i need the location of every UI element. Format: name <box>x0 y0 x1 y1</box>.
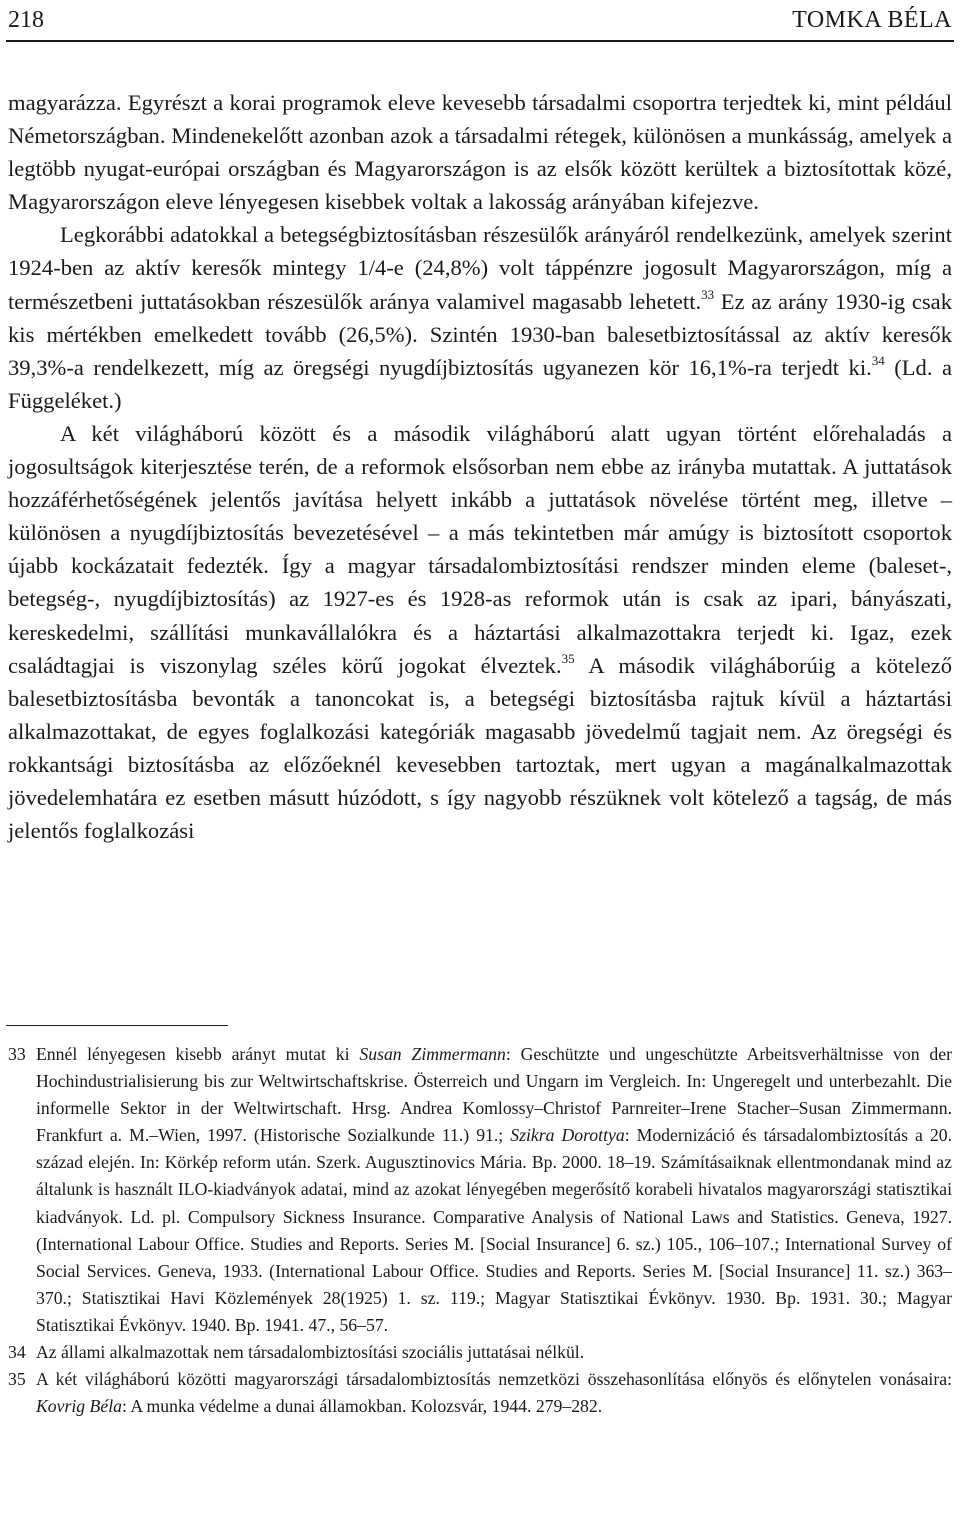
paragraph-1-text: magyarázza. Egyrészt a korai programok eleve kevesebb társadalmi csoportra terjedtek ki, mint például Németországban. Mindenekelőtt azonban azok a társadalmi rétegek, különösen a munkásság, amelyek a legtöbb nyugat-európai országban és Magyarországon is az elsők között kerültek a biztosítottak közé, Magyarországon eleve lényegesen kisebbek voltak a lakosság arányában kifejezve. <box>8 90 952 215</box>
paragraph-3-text-b: A második világháborúig a kötelező balesetbiztosításba bevonták a tanoncokat is, a betegségi biztosításba rajtuk kívül a háztartási alkalmazottakat, de egyes foglalkozási kategóriák magasabb jövedelmű tagjait nem. Az öregségi és rokkantsági biztosításba az előzőeknél kevesebben tartoztak, mert ugyan a magánalkalmazottak jövedelemhatára ez esetben másutt húzódott, s így nagyobb részüknek volt kötelező a tagság, de más jelentős foglalkozási <box>8 652 952 844</box>
running-head: TOMKA BÉLA <box>792 7 952 33</box>
paragraph-2-text-b: Ez az arány 1930-ig csak kis mértékben emelkedett tovább (26,5%). Szintén 1930-ban balesetbiztosítással az aktív keresők 39,3%-a rendelkezett, míg az öregségi nyugdíjbiztosítás ugyanezen kör 16,1%-ra terjedt ki. <box>8 288 953 380</box>
footnote-35 <box>8 1366 952 1420</box>
paragraph-3-text-a: A két világháború között és a második világháború alatt ugyan történt előrehaladás a jogosultságok kiterjesztése terén, de a reformok elsősorban nem ebbe az irányba mutattak. A juttatások hozzáférhetőségének jelentős javítása helyett inkább a juttatások növelése történt meg, illetve – különösen a nyugdíjbiztosítás bevezetésével – a más tekintetben már amúgy is biztosított csoportok újabb kockázatait fedezték. Így a magyar társadalombiztosítási rendszer minden eleme (baleset-, betegség-, nyugdíjbiztosítás) az 1927-es és 1928-as reformok után is csak az ipari, bányászati, kereskedelmi, szállítási munkavállalókra és a háztartási alkalmazottakra terjedt ki. Igaz, ezek családtagjai is viszonylag széles körű jogokat élveztek. <box>8 420 952 678</box>
paragraph-3 <box>8 417 952 847</box>
footnote-number: 33 <box>8 1044 26 1064</box>
paragraph-2-text-c: (Ld. a Függeléket.) <box>8 354 952 413</box>
footnote-number: 34 <box>8 1342 26 1363</box>
footnote-35-author: Kovrig Béla <box>36 1396 122 1417</box>
footnote-33-author-1: Susan Zimmermann <box>359 1044 506 1064</box>
body-text <box>8 86 952 847</box>
footnote-33 <box>8 1041 952 1339</box>
footnote-text: Az állami alkalmazottak nem társadalombiztosítási szociális juttatásai nélkül. <box>36 1342 585 1363</box>
footnote-number: 35 <box>8 1369 26 1390</box>
footnote-ref-33[interactable]: 33 <box>701 287 715 303</box>
footnote-rule <box>6 1025 228 1026</box>
footnote-33-author-2: Szikra Dorottya <box>510 1125 625 1146</box>
footnote-ref-34[interactable]: 34 <box>871 353 885 369</box>
footnote-35-text-1: A két világháború közötti magyarországi társadalombiztosítás nemzetközi összehasonlítása előnyös és előnytelen vonásaira: <box>36 1369 952 1390</box>
footnote-34 <box>8 1339 952 1366</box>
footnote-ref-35[interactable]: 35 <box>561 651 575 667</box>
footnote-33-text-3: : Modernizáció és társadalombiztosítás a 20. század elején. In: Körkép reform után. Szerk. Augusztinovics Mária. Bp. 2000. 18–19. Számításaiknak ellentmondanak mind az általunk is használt ILO-kiadványok adatai, mind az azokat lényegében megerősítő korabeli hivatalos magyarországi statisztikai kiadványok. Ld. pl. Compulsory Sickness Insurance. Comparative Analysis of National Laws and Statistics. Geneva, 1927. (International Labour Office. Studies and Reports. Series M. [Social Insurance] 6. sz.) 105., 106–107.; International Survey of Social Services. Geneva, 1933. (International Labour Office. Studies and Reports. Series M. [Social Insurance] 11. sz.) 363–370.; Statisztikai Havi Közlemények 28(1925) 1. sz. 119.; Magyar Statisztikai Évkönyv. 1930. Bp. 1931. 30.; Magyar Statisztikai Évkönyv. 1940. Bp. 1941. 47., 56–57. <box>36 1125 952 1335</box>
page-header <box>8 2 952 38</box>
footnote-35-text-2: : A munka védelme a dunai államokban. Kolozsvár, 1944. 279–282. <box>121 1396 603 1417</box>
footnotes <box>8 1041 952 1420</box>
paragraph-1 <box>8 86 952 218</box>
footnote-text <box>36 1041 952 1339</box>
page-number: 218 <box>8 7 44 33</box>
footnote-text <box>36 1366 952 1420</box>
paragraph-2 <box>8 218 952 417</box>
header-rule <box>6 40 954 42</box>
footnote-33-text-2: : Geschützte und ungeschützte Arbeitsverhältnisse von der Hochindustrialisierung bis zur Weltwirtschaftskrise. Österreich und Ungarn im Vergleich. In: Ungeregelt und unterbezahlt. Die informelle Sektor in der Weltwirtschaft. Hrsg. Andrea Komlossy–Christof Parnreiter–Irene Stacher–Susan Zimmermann. Frankfurt a. M.–Wien, 1997. (Historische Sozialkunde 11.) 91.; <box>36 1044 952 1146</box>
footnote-33-text-1: Ennél lényegesen kisebb arányt mutat ki <box>36 1044 360 1064</box>
paragraph-2-text-a: Legkorábbi adatokkal a betegségbiztosításban részesülők arányáról rendelkezünk, amelyek szerint 1924-ben az aktív keresők mintegy 1/4-e (24,8%) volt táppénzre jogosult Magyarországon, míg a természetbeni juttatásokban részesülők aránya valamivel magasabb lehetett. <box>8 222 952 314</box>
